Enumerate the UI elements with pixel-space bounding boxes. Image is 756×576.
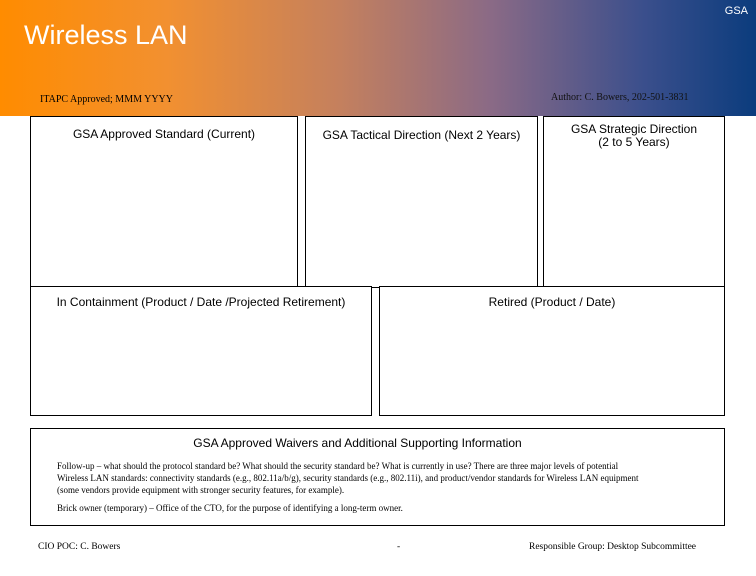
footer-poc: CIO POC: C. Bowers: [38, 542, 121, 552]
box-in-containment-label: In Containment (Product / Date /Projected Retirement): [56, 295, 346, 309]
waivers-text-line2: Wireless LAN standards: connectivity standards (e.g., 802.11a/b/g), security standards (e.g., 802.11i), and product/vendor standards for Wireless LAN equipment: [57, 473, 639, 483]
brand-label: GSA: [724, 5, 748, 17]
box-tactical-direction-label: GSA Tactical Direction (Next 2 Years): [322, 128, 521, 142]
box-in-containment: [30, 286, 372, 416]
waivers-text-line4: Brick owner (temporary) – Office of the CTO, for the purpose of identifying a long-term owner.: [57, 503, 403, 513]
box-tactical-direction: [305, 116, 538, 288]
box-waivers-label: GSA Approved Waivers and Additional Supporting Information: [193, 436, 522, 450]
page-title: Wireless LAN: [24, 20, 188, 50]
waivers-text-line1: Follow-up – what should the protocol standard be? What should the security standard be? What is currently in use? There are three major levels of potential: [57, 461, 619, 471]
box-strategic-label-line2: (2 to 5 Years): [598, 135, 670, 149]
box-waivers: [30, 428, 725, 526]
waivers-text-line3: (some vendors provide equipment with stronger security features, for example).: [57, 485, 345, 495]
box-strategic-direction: [543, 116, 725, 288]
approval-status: ITAPC Approved; MMM YYYY: [40, 94, 173, 105]
box-strategic-label-line1: GSA Strategic Direction: [570, 122, 698, 136]
author-info: Author: C. Bowers, 202-501-3831: [551, 92, 689, 103]
box-approved-standard: [30, 116, 298, 288]
box-approved-standard-label: GSA Approved Standard (Current): [72, 127, 256, 141]
box-retired-label: Retired (Product / Date): [488, 295, 616, 309]
footer-responsible-group: Responsible Group: Desktop Subcommittee: [529, 542, 697, 552]
box-retired: [379, 286, 725, 416]
footer-separator: -: [397, 542, 401, 552]
